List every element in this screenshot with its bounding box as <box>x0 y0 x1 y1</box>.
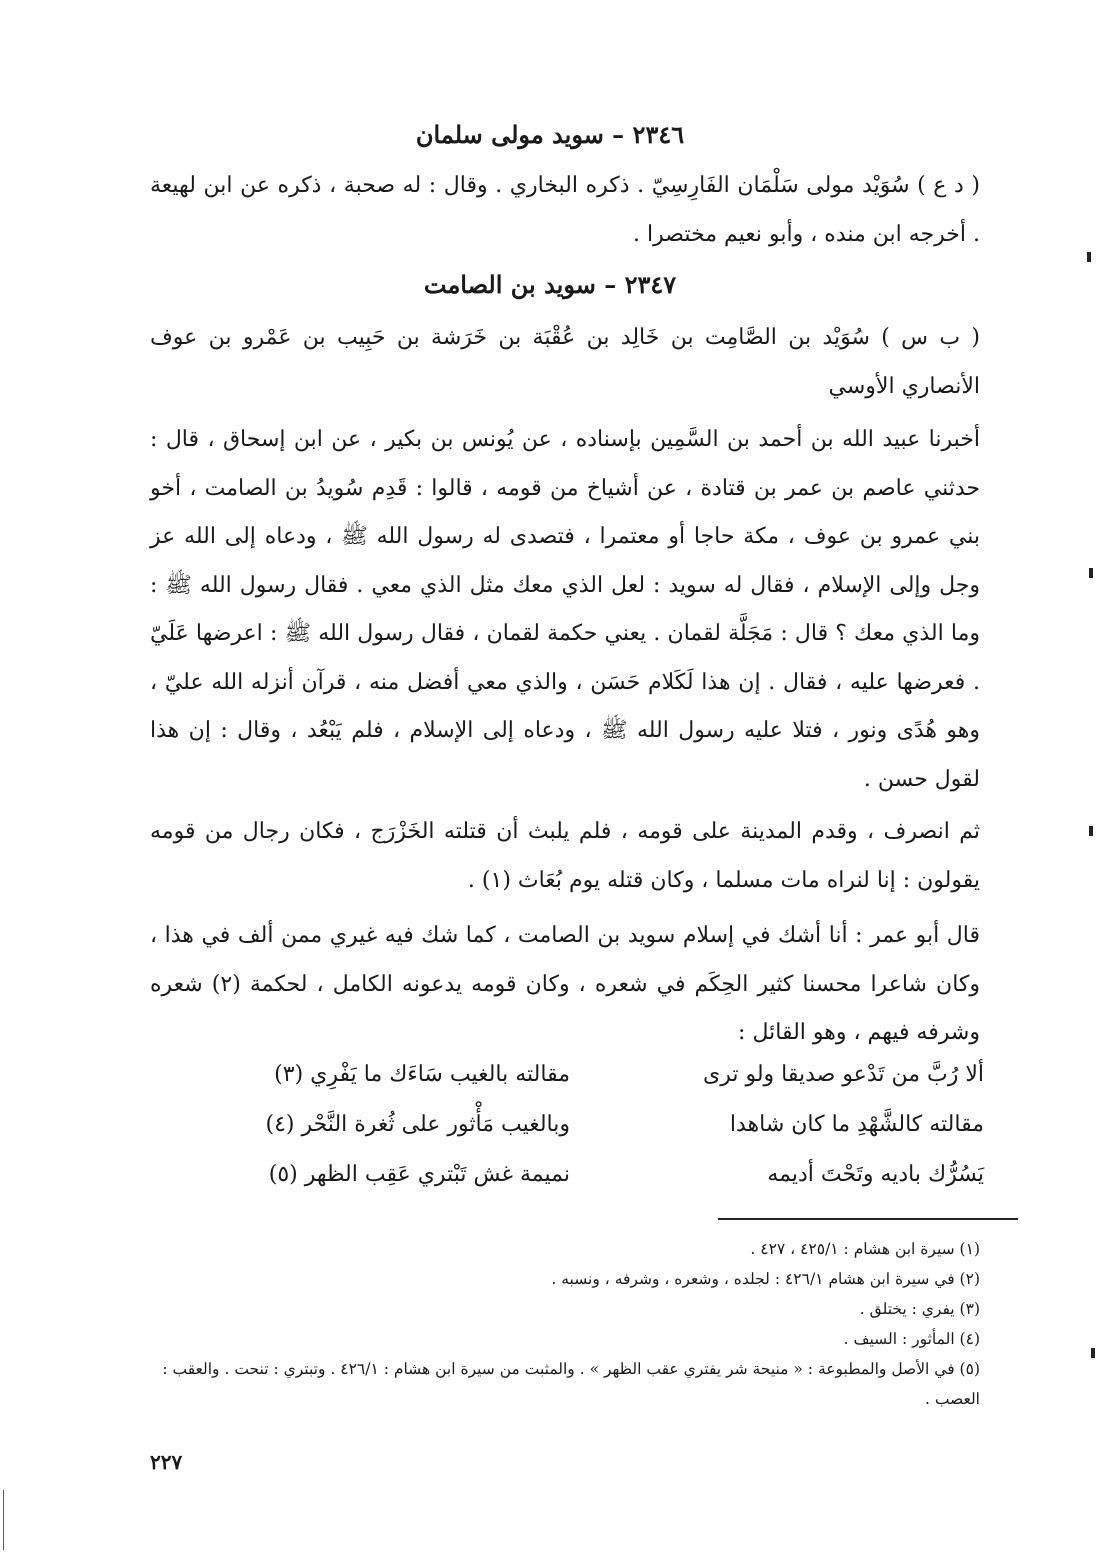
footnote-1: (١) سيرة ابن هشام : ٤٢٥/١ ، ٤٢٧ . <box>750 1240 980 1258</box>
entry-2346-text: ( د ع ) سُوَيْد مولى سَلْمَان الفَارِسِيّ . ذكره البخاري . وقال : له صحبة ، ذكره عن ابن لهيعة . أخرجه ابن منده ، وأبو نعيم مختصرا . <box>150 173 980 247</box>
verse-1-first-hemistich: ألا رُبَّ من تَدْعو صديقا ولو ترى <box>702 1062 984 1087</box>
poem-verse-2 <box>230 1112 984 1137</box>
entry-heading-2346: ٢٣٤٦ – سويد مولى سلمان <box>415 120 685 149</box>
entry-2347-abu-umar: قال أبو عمر : أنا أشك في إسلام سويد بن الصامت ، كما شك فيه غيري ممن ألف في هذا ، وكان شاعرا محسنا كثير الحِكَم في شعره ، وكان قومه يدعونه الكامل ، لحكمة (٢) شعره وشرفه فيهم ، وهو القائل : <box>150 923 980 1045</box>
verse-1-second-hemistich: مقالته بالغيب سَاءَك ما يَفْرِي (٣) <box>274 1062 570 1087</box>
verse-3-first-hemistich: يَسُرُّك باديه وتَحْتَ أديمه <box>767 1162 984 1187</box>
footnote-3: (٣) يفري : يختلق . <box>859 1300 980 1318</box>
margin-mark <box>1089 826 1093 836</box>
scan-edge-line <box>3 1490 4 1550</box>
verse-2-second-hemistich: وبالغيب مَأْثور على ثُغرة النَّحْر (٤) <box>265 1112 570 1137</box>
verse-3-second-hemistich: نميمة غش تَبْتري عَقِب الظهر (٥) <box>268 1162 570 1187</box>
footnote-2: (٢) في سيرة ابن هشام ٤٢٦/١ : لجلده ، وشعره ، وشرفه ، ونسبه . <box>551 1270 980 1288</box>
page-number: ٢٢٧ <box>150 1450 183 1474</box>
footnote-4: (٤) المأثور : السيف . <box>843 1330 980 1348</box>
footnote-separator <box>718 1218 1018 1220</box>
entry-2347-death: ثم انصرف ، وقدم المدينة على قومه ، فلم يلبث أن قتلته الخَزْرَج ، فكان رجال من قومه يقولون : إنا لنراه مات مسلما ، وكان قتله يوم بُعَاث (١) . <box>150 819 980 893</box>
entry-2347-narration: أخبرنا عبيد الله بن أحمد بن السَّمِين بإسناده ، عن يُونس بن بكير ، عن ابن إسحاق ، قال : حدثني عاصم بن عمر بن قتادة ، عن أشياخ من قومه ، قالوا : قَدِم سُويدُ بن الصامت ، أخو بني عمرو بن عوف ، مكة حاجا أو معتمرا ، فتصدى له رسول الله ﷺ ، ودعاه إلى الله عز وجل وإلى الإسلام ، فقال له سويد : لعل الذي معك مثل الذي معي . فقال رسول الله ﷺ : وما الذي معك ؟ قال : مَجَلَّة لقمان . يعني حكمة لقمان ، فقال رسول الله ﷺ : اعرضها عَلَيّ . فعرضها عليه ، فقال . إن هذا لَكَلام حَسَن ، والذي معي أفضل منه ، قرآن أنزله الله عليّ ، وهو هُدًى ونور ، فتلا عليه رسول الله ﷺ ، ودعاه إلى الإسلام ، فلم يَبْعُد ، وقال : إن هذا لقول حسن . <box>150 427 980 792</box>
verse-2-first-hemistich: مقالته كالشَّهْدِ ما كان شاهدا <box>729 1112 984 1137</box>
margin-mark <box>1089 568 1093 578</box>
margin-mark <box>1087 252 1091 262</box>
entry-heading-2347: ٢٣٤٧ – سويد بن الصامت <box>423 270 677 299</box>
poem-verse-3 <box>230 1162 984 1187</box>
footnote-5: (٥) في الأصل والمطبوعة : « منيحة شر يفتري عقب الظهر » . والمثبت من سيرة ابن هشام : ٤٢٦/١ . وتبتري : تنحت . والعقب : العصب . <box>162 1360 980 1408</box>
poem-verse-1 <box>230 1062 984 1087</box>
entry-2347-lineage: ( ب س ) سُوَيْد بن الصَّامِت بن خَالِد بن عُقْبَة بن خَرَشة بن حَبِيب بن عَمْرو بن عوف الأنصاري الأوسي <box>150 325 980 399</box>
margin-mark <box>1091 1348 1095 1358</box>
